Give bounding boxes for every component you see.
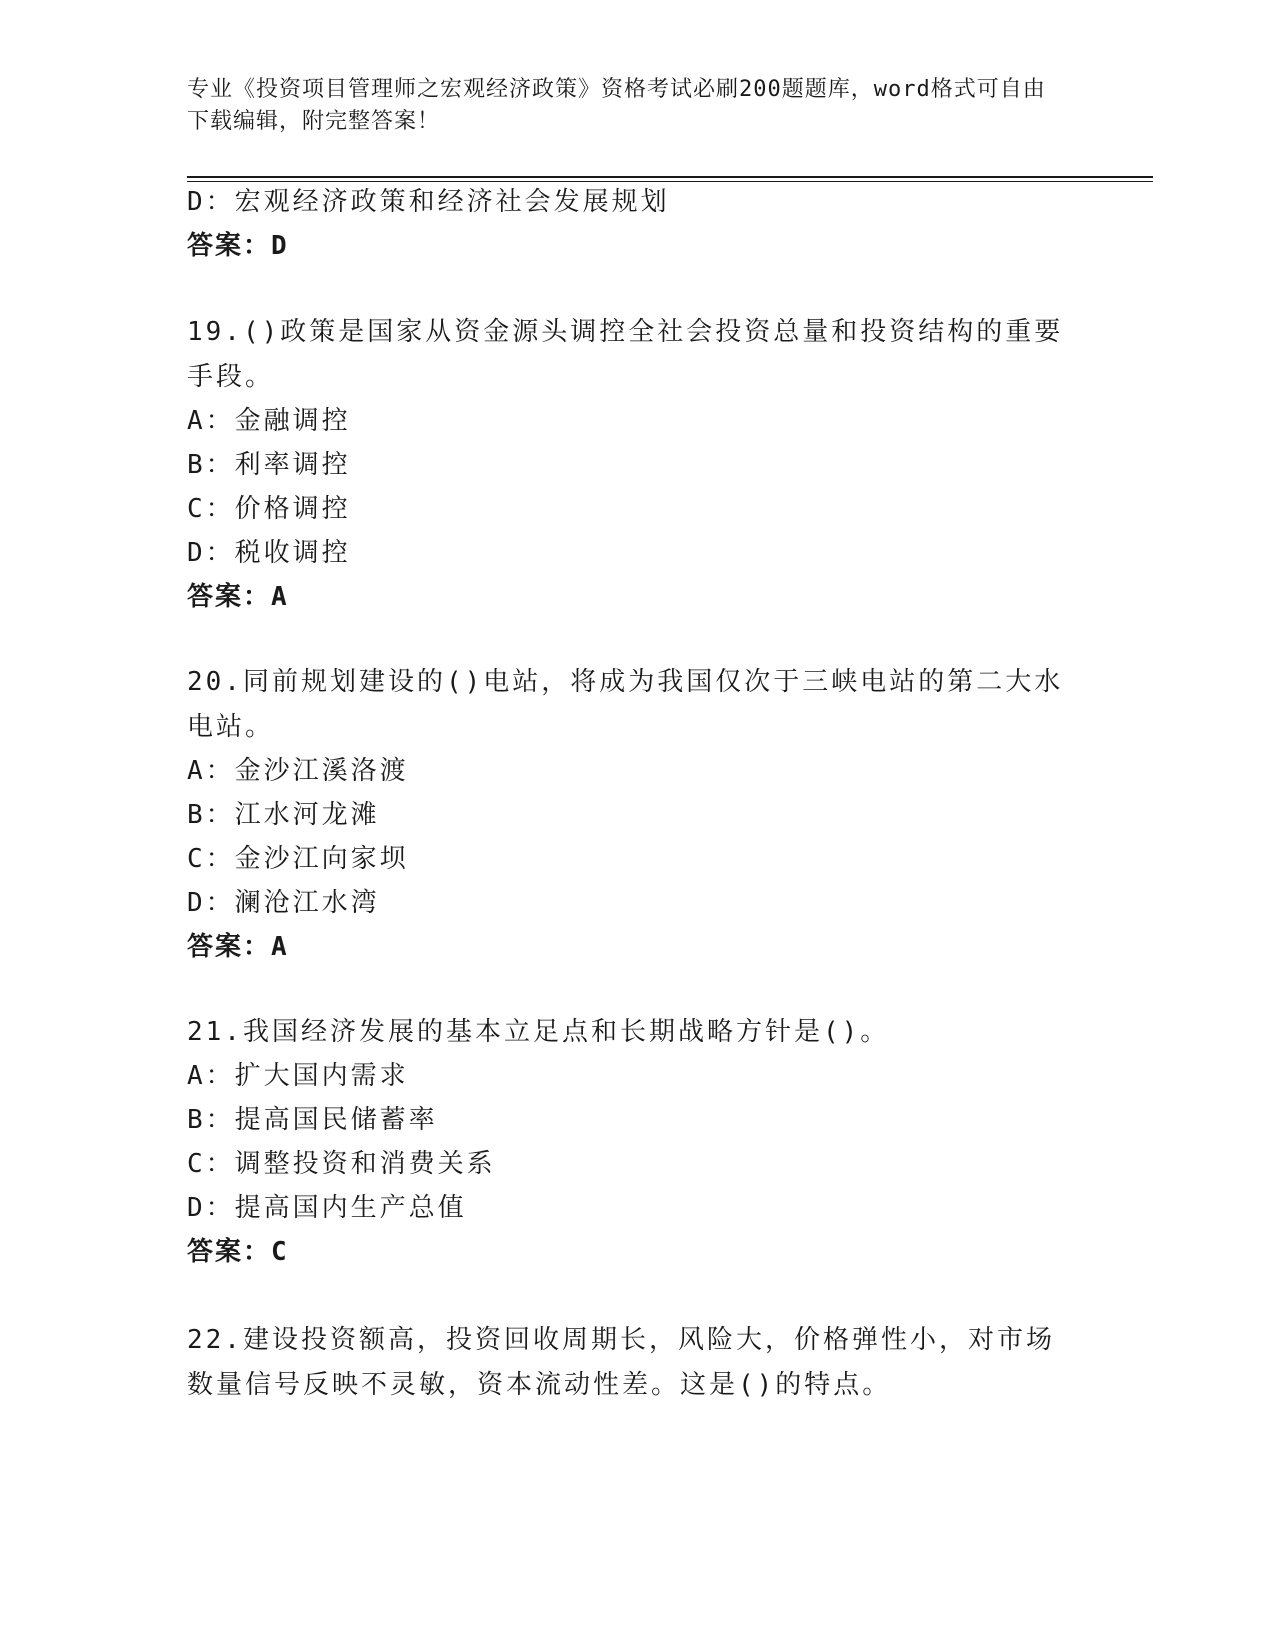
header-rule-thick [187, 176, 1153, 178]
question-19-option-a: A：金融调控 [187, 406, 351, 436]
question-20-answer: 答案：A [187, 932, 289, 962]
prev-answer: 答案：D [187, 231, 289, 261]
question-21-option-a: A：扩大国内需求 [187, 1061, 409, 1091]
question-19-answer: 答案：A [187, 582, 289, 612]
question-21-text: 21.我国经济发展的基本立足点和长期战略方针是()。 [187, 1017, 890, 1047]
question-20-option-b: B：江水河龙滩 [187, 800, 380, 830]
question-20-text: 20.同前规划建设的()电站，将成为我国仅次于三峡电站的第二大水电站。 [187, 667, 1064, 742]
question-22-text: 22.建设投资额高，投资回收周期长，风险大，价格弹性小，对市场数量信号反映不灵敏，资本流动性差。这是()的特点。 [187, 1325, 1055, 1400]
question-21-option-b: B：提高国民储蓄率 [187, 1105, 438, 1135]
question-19-option-b: B：利率调控 [187, 450, 351, 480]
question-21-option-c: C：调整投资和消费关系 [187, 1149, 496, 1179]
question-19-text: 19.()政策是国家从资金源头调控全社会投资总量和投资结构的重要手段。 [187, 317, 1064, 392]
prev-option-d: D：宏观经济政策和经济社会发展规划 [187, 187, 670, 217]
question-21-option-d: D：提高国内生产总值 [187, 1193, 467, 1223]
question-20-option-a: A：金沙江溪洛渡 [187, 756, 409, 786]
question-19-option-d: D：税收调控 [187, 538, 351, 568]
question-19-option-c: C：价格调控 [187, 494, 351, 524]
question-20-option-c: C：金沙江向家坝 [187, 844, 409, 874]
document-intro: 专业《投资项目管理师之宏观经济政策》资格考试必刷200题题库，word格式可自由下载编辑，附完整答案！ [187, 77, 1046, 134]
question-20-option-d: D：澜沧江水湾 [187, 888, 380, 918]
question-21-answer: 答案：C [187, 1237, 289, 1267]
header-rule-thin [187, 181, 1153, 182]
